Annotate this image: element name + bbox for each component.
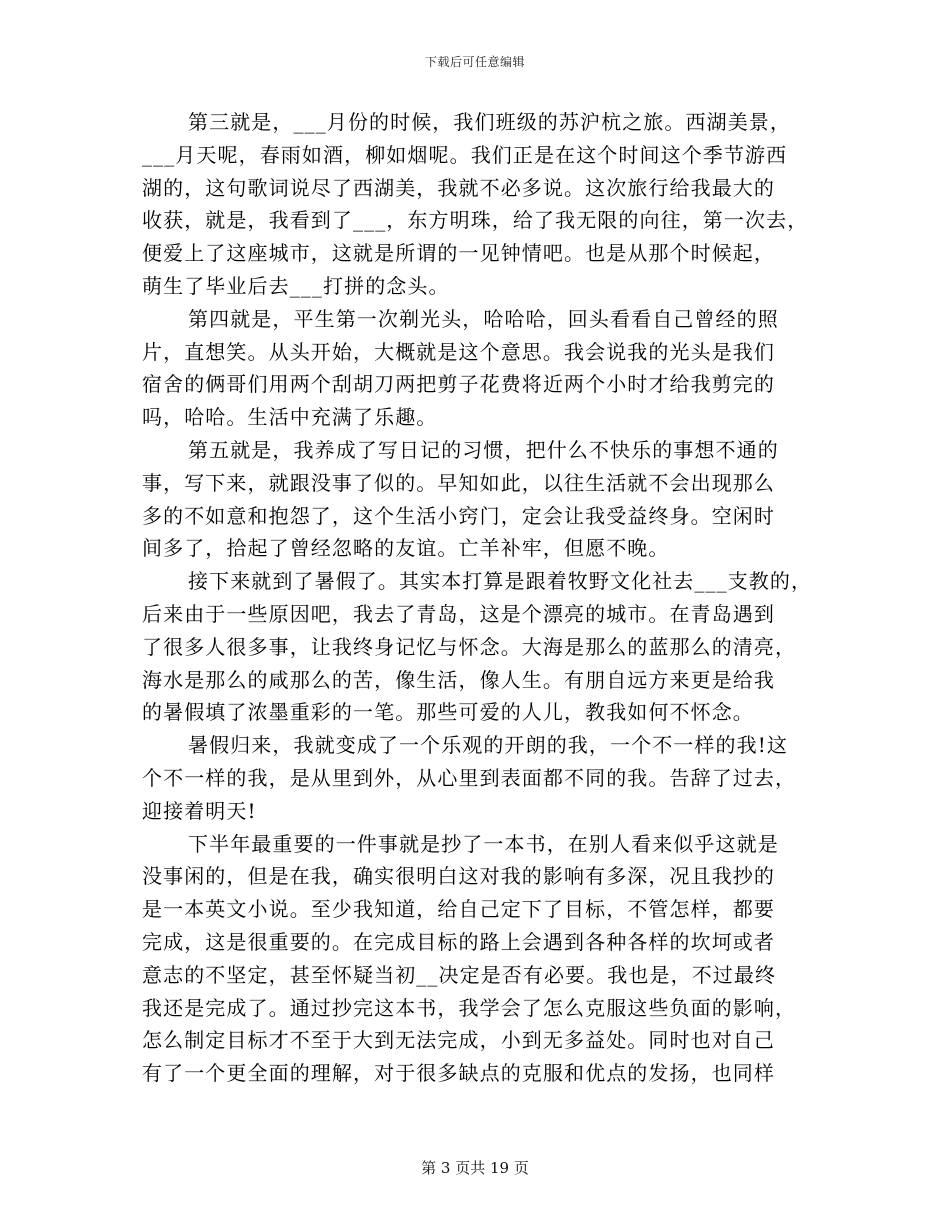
paragraph-line: 多的不如意和抱怨了，这个生活小窍门，定会让我受益终身。空闲时 <box>142 503 775 528</box>
paragraph-line: 海水是那么的咸那么的苦，像生活，像人生。有朋自远方来更是给我 <box>142 667 775 692</box>
paragraph-line: 间多了，拾起了曾经忽略的友谊。亡羊补牢，但愿不晚。 <box>142 536 670 561</box>
paragraph-line: 我还是完成了。通过抄完这本书，我学会了怎么克服这些负面的影响， <box>142 995 797 1020</box>
paragraph-line: ___月天呢，春雨如酒，柳如烟呢。我们正是在这个时间这个季节游西 <box>142 142 788 167</box>
document-body <box>142 106 813 1090</box>
paragraph-first-line: 第三就是，___月份的时候，我们班级的苏沪杭之旅。西湖美景， <box>188 110 791 134</box>
paragraph-first-line: 暑假归来，我就变成了一个乐观的开朗的我，一个不一样的我!这 <box>188 733 788 758</box>
paragraph-line: 怎么制定目标才不至于大到无法完成，小到无多益处。同时也对自己 <box>142 1028 775 1053</box>
paragraph-line: 便爱上了这座城市，这就是所谓的一见钟情吧。也是从那个时候起， <box>142 241 775 266</box>
paragraph-line: 的暑假填了浓墨重彩的一笔。那些可爱的人儿，教我如何不怀念。 <box>142 700 754 725</box>
page-number-footer: 第 3 页共 19 页 <box>421 1159 529 1177</box>
paragraph-line: 没事闲的，但是在我，确实很明白这对我的影响有多深，况且我抄的 <box>142 864 775 889</box>
paragraph-line: 是一本英文小说。至少我知道，给自己定下了目标，不管怎样，都要 <box>142 897 775 922</box>
paragraph-first-line: 下半年最重要的一件事就是抄了一本书，在别人看来似乎这就是 <box>188 831 779 856</box>
paragraph-line: 个不一样的我，是从里到外，从心里到表面都不同的我。告辞了过去， <box>142 765 797 790</box>
paragraph-line: 湖的，这句歌词说尽了西湖美，我就不必多说。这次旅行给我最大的 <box>142 175 775 200</box>
paragraph-line: 了很多人很多事，让我终身记忆与怀念。大海是那么的蓝那么的清亮， <box>142 634 797 659</box>
paragraph-line: 片，直想笑。从头开始，大概就是这个意思。我会说我的光头是我们 <box>142 339 775 364</box>
paragraph-first-line: 第四就是，平生第一次剃光头，哈哈哈，回头看看自己曾经的照 <box>188 306 779 331</box>
paragraph-line: 事，写下来，就跟没事了似的。早知如此，以往生活就不会出现那么 <box>142 470 775 495</box>
paragraph-line: 迎接着明天! <box>142 798 257 823</box>
paragraph-line: 完成，这是很重要的。在完成目标的路上会遇到各种各样的坎坷或者 <box>142 929 775 954</box>
paragraph-first-line: 第五就是，我养成了写日记的习惯，把什么不快乐的事想不通的 <box>188 437 779 462</box>
paragraph-line: 后来由于一些原因吧，我去了青岛，这是个漂亮的城市。在青岛遇到 <box>142 601 775 626</box>
paragraph-line: 宿舍的俩哥们用两个刮胡刀两把剪子花费将近两个小时才给我剪完的 <box>142 372 775 397</box>
paragraph-line: 萌生了毕业后去___打拼的念头。 <box>142 273 450 298</box>
paragraph-line: 有了一个更全面的理解，对于很多缺点的克服和优点的发扬，也同样 <box>142 1061 775 1086</box>
page-header: 下载后可任意编辑 <box>424 55 525 69</box>
paragraph-line: 收获，就是，我看到了___，东方明珠，给了我无限的向往，第一次去， <box>142 208 809 233</box>
paragraph-line: 吗，哈哈。生活中充满了乐趣。 <box>142 405 438 430</box>
paragraph-first-line: 接下来就到了暑假了。其实本打算是跟着牧野文化社去___支教的， <box>188 569 813 594</box>
paragraph-line: 意志的不坚定，甚至怀疑当初__决定是否有必要。我也是，不过最终 <box>142 962 777 987</box>
